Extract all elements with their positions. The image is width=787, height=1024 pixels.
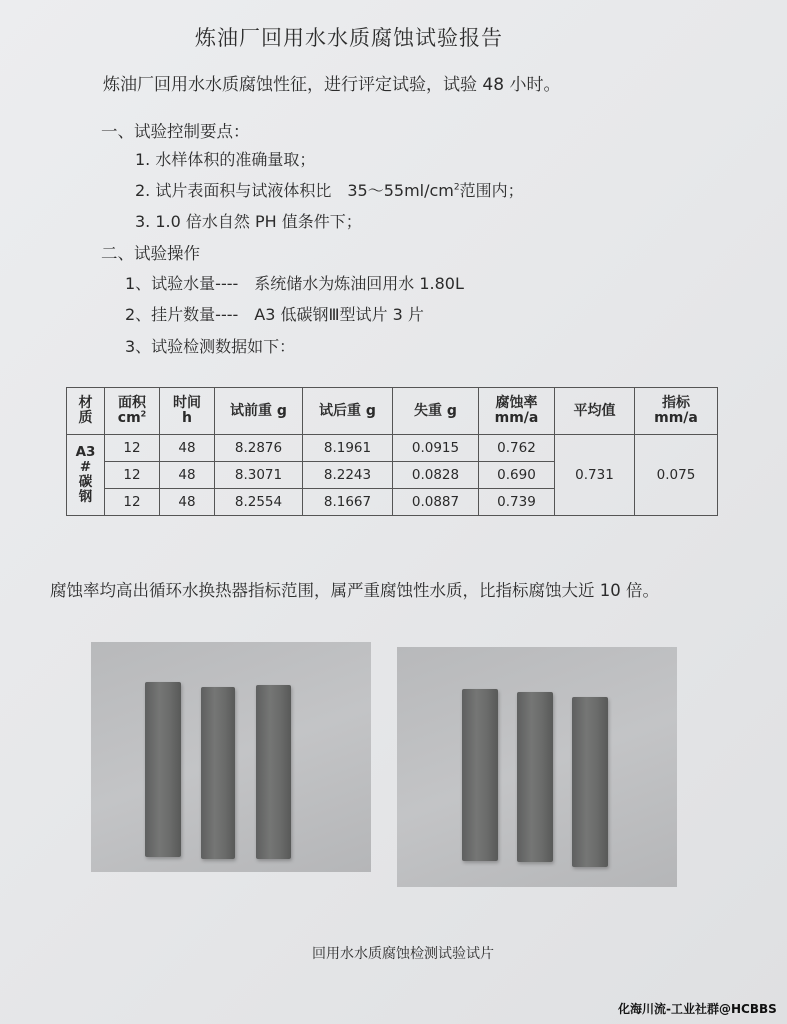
header-time: 时间 h xyxy=(160,388,215,435)
cell-after: 8.1667 xyxy=(303,489,393,516)
cell-after: 8.1961 xyxy=(303,435,393,462)
header-after-weight: 试后重 g xyxy=(303,388,393,435)
cell-after: 8.2243 xyxy=(303,462,393,489)
header-material: 材 质 xyxy=(67,388,105,435)
cell-time: 48 xyxy=(160,462,215,489)
coupon-photo-after xyxy=(397,647,677,887)
cell-time: 48 xyxy=(160,489,215,516)
photo-caption: 回用水水质腐蚀检测试验试片 xyxy=(312,946,494,962)
cell-area: 12 xyxy=(105,435,160,462)
report-title: 炼油厂回用水水质腐蚀试验报告 xyxy=(195,26,503,50)
section2-item-2: 2、挂片数量---- A3 低碳钢Ⅲ型试片 3 片 xyxy=(125,305,424,324)
test-coupon xyxy=(462,689,498,861)
header-before-weight: 试前重 g xyxy=(215,388,303,435)
conclusion-text: 腐蚀率均高出循环水换热器指标范围，属严重腐蚀性水质，比指标腐蚀大近 10 倍。 xyxy=(50,581,659,600)
material-cell: A3 # 碳 钢 xyxy=(67,435,105,516)
header-weight-loss: 失重 g xyxy=(393,388,479,435)
watermark: 化海川流-工业社群@HCBBS xyxy=(618,1002,777,1016)
section1-heading: 一、试验控制要点： xyxy=(101,122,250,141)
cell-before: 8.2876 xyxy=(215,435,303,462)
table-header-row xyxy=(67,388,718,435)
cell-loss: 0.0828 xyxy=(393,462,479,489)
test-coupon xyxy=(145,682,181,857)
section1-item-1: 1. 水样体积的准确量取； xyxy=(135,150,316,169)
cell-before: 8.2554 xyxy=(215,489,303,516)
test-coupon xyxy=(256,685,291,859)
section1-item-2 xyxy=(135,178,524,201)
cell-rate: 0.762 xyxy=(479,435,555,462)
header-average: 平均值 xyxy=(555,388,635,435)
test-coupon xyxy=(572,697,608,867)
cell-area: 12 xyxy=(105,489,160,516)
header-area: 面积 $cm^2$ xyxy=(105,388,160,435)
test-coupon xyxy=(517,692,553,862)
cell-loss: 0.0887 xyxy=(393,489,479,516)
header-index: 指标 mm/a xyxy=(635,388,718,435)
section2-item-1: 1、试验水量---- 系统储水为炼油回用水 1.80L xyxy=(125,274,464,293)
section1-item-2-sup: 2 xyxy=(453,182,460,193)
cell-rate: 0.739 xyxy=(479,489,555,516)
section2-item-3: 3、试验检测数据如下： xyxy=(125,337,296,356)
section1-item-3: 3. 1.0 倍水自然 PH 值条件下； xyxy=(135,212,362,231)
coupon-photo-before xyxy=(91,642,371,872)
cell-before: 8.3071 xyxy=(215,462,303,489)
cell-loss: 0.0915 xyxy=(393,435,479,462)
cell-area: 12 xyxy=(105,462,160,489)
table-row xyxy=(67,435,718,462)
intro-text: 炼油厂回用水水质腐蚀性征，进行评定试验，试验 48 小时。 xyxy=(103,75,561,95)
section2-heading: 二、试验操作 xyxy=(101,244,200,263)
section1-item-2-text: 2. 试片表面积与试液体积比 35～55ml/cm xyxy=(135,181,454,200)
cell-time: 48 xyxy=(160,435,215,462)
corrosion-data-table xyxy=(66,387,718,516)
cell-rate: 0.690 xyxy=(479,462,555,489)
cell-average: 0.731 xyxy=(555,435,635,516)
test-coupon xyxy=(201,687,235,859)
section1-item-2-tail: 范围内； xyxy=(459,181,524,200)
header-corrosion-rate: 腐蚀率 mm/a xyxy=(479,388,555,435)
cell-index: 0.075 xyxy=(635,435,718,516)
